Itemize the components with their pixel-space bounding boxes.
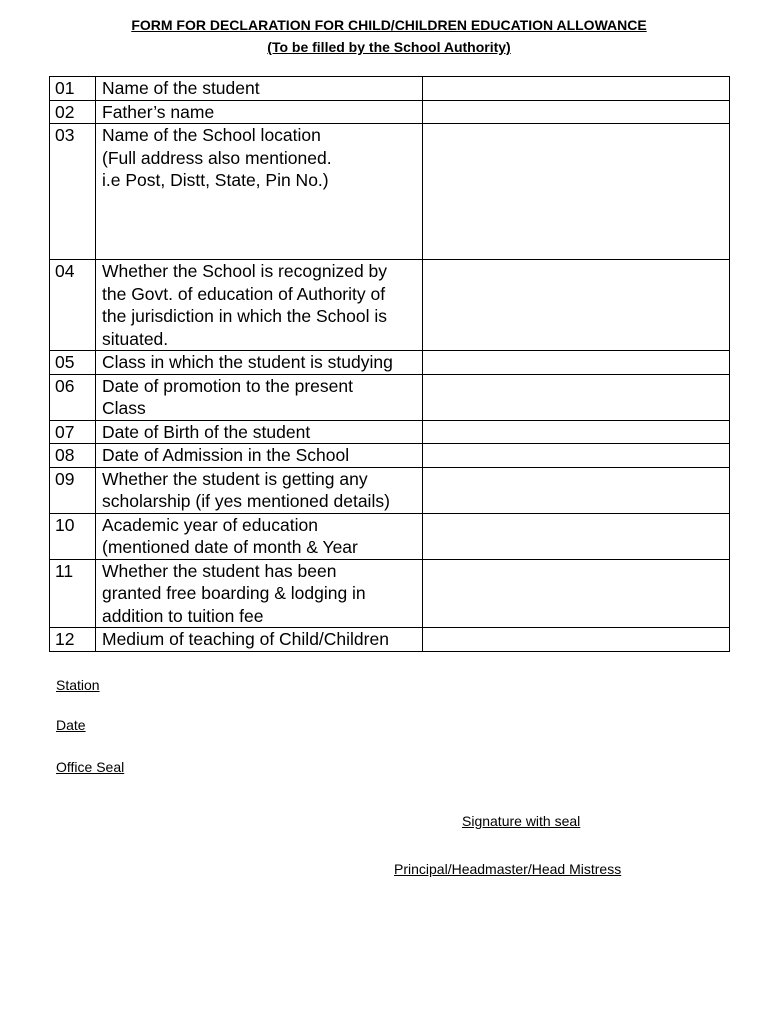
row-number: 11: [50, 559, 96, 628]
row-answer-field[interactable]: [423, 444, 730, 468]
row-number: 08: [50, 444, 96, 468]
row-label-line: Medium of teaching of Child/Children: [102, 629, 389, 649]
row-label-line: Name of the student: [102, 78, 260, 98]
form-row: [50, 513, 730, 559]
row-label: [96, 628, 423, 652]
form-subtitle: (To be filled by the School Authority): [267, 39, 511, 55]
station-label: Station: [56, 677, 100, 693]
row-label: [96, 77, 423, 101]
row-answer-field[interactable]: [423, 351, 730, 375]
row-label-line: situated.: [102, 328, 169, 349]
row-answer-field[interactable]: [423, 628, 730, 652]
row-label-line: Whether the School is recognized by: [102, 261, 388, 281]
row-answer-field[interactable]: [423, 467, 730, 513]
row-answer-field[interactable]: [423, 374, 730, 420]
form-row: [50, 420, 730, 444]
row-number: 05: [50, 351, 96, 375]
row-label-line: (Full address also mentioned.: [102, 147, 332, 168]
form-title: FORM FOR DECLARATION FOR CHILD/CHILDREN EDUCATION ALLOWANCE: [131, 17, 647, 33]
row-label-line: addition to tuition fee: [102, 605, 264, 626]
row-number: 06: [50, 374, 96, 420]
form-row: [50, 444, 730, 468]
row-number: 09: [50, 467, 96, 513]
row-label-line: Whether the student has been: [102, 560, 337, 581]
form-row: [50, 260, 730, 351]
row-answer-field[interactable]: [423, 513, 730, 559]
row-label-line: Whether the student is getting any: [102, 468, 368, 489]
row-label: [96, 374, 423, 420]
row-answer-field[interactable]: [423, 559, 730, 628]
row-label-line: the jurisdiction in which the School is: [102, 306, 388, 326]
office-seal-label: Office Seal: [56, 759, 125, 775]
form-row: [50, 100, 730, 124]
row-answer-field[interactable]: [423, 260, 730, 351]
row-label: [96, 513, 423, 559]
form-row: [50, 77, 730, 101]
form-row: [50, 351, 730, 375]
row-answer-field[interactable]: [423, 420, 730, 444]
row-number: 04: [50, 260, 96, 351]
date-label: Date: [56, 717, 86, 733]
row-label-line: Date of promotion to the present: [102, 375, 353, 396]
row-number: 03: [50, 124, 96, 260]
row-number: 10: [50, 513, 96, 559]
row-label: [96, 124, 423, 260]
row-label-line: scholarship (if yes mentioned details): [102, 491, 390, 511]
form-row: [50, 559, 730, 628]
row-label: [96, 420, 423, 444]
row-label: [96, 467, 423, 513]
row-answer-field[interactable]: [423, 77, 730, 101]
declaration-table: [49, 76, 730, 652]
row-label: [96, 444, 423, 468]
row-number: 12: [50, 628, 96, 652]
form-row: [50, 124, 730, 260]
row-label-line: Academic year of education: [102, 514, 318, 535]
row-label: [96, 351, 423, 375]
row-label-line: i.e Post, Distt, State, Pin No.): [102, 170, 329, 190]
row-label-line: Name of the School location: [102, 125, 321, 145]
row-label-line: (mentioned date of month & Year: [102, 537, 358, 557]
row-label-line: Date of Birth of the student: [102, 421, 311, 442]
form-row: [50, 628, 730, 652]
row-number: 07: [50, 420, 96, 444]
row-answer-field[interactable]: [423, 100, 730, 124]
row-label-line: Class: [102, 398, 146, 418]
row-label-line: Class in which the student is studying: [102, 352, 393, 372]
row-number: 02: [50, 100, 96, 124]
row-number: 01: [50, 77, 96, 101]
form-row: [50, 374, 730, 420]
form-row: [50, 467, 730, 513]
signature-label: Signature with seal: [462, 813, 581, 829]
row-label-line: the Govt. of education of Authority of: [102, 283, 386, 304]
row-label-line: Father’s name: [102, 101, 215, 122]
row-label-line: granted free boarding & lodging in: [102, 583, 366, 603]
row-label: [96, 559, 423, 628]
designation-label: Principal/Headmaster/Head Mistress: [394, 861, 622, 877]
row-label: [96, 100, 423, 124]
row-answer-field[interactable]: [423, 124, 730, 260]
row-label: [96, 260, 423, 351]
row-label-line: Date of Admission in the School: [102, 445, 350, 465]
